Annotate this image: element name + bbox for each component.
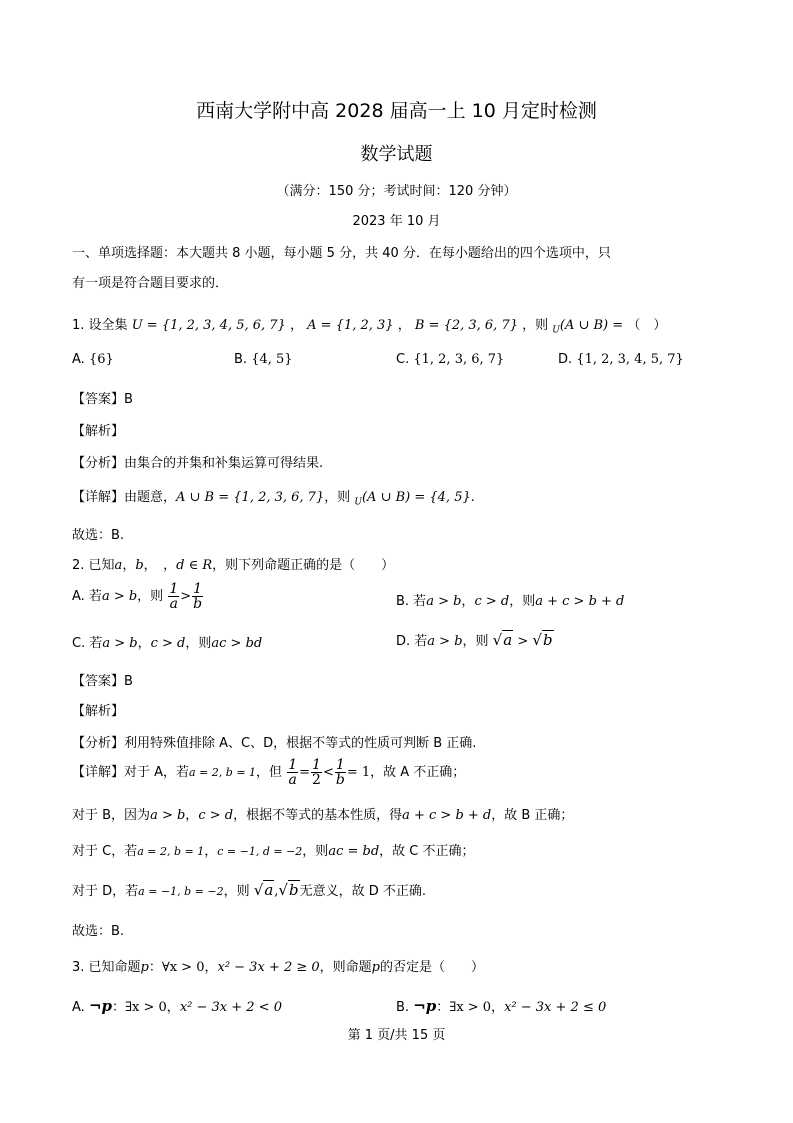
q1-complement-sub: U [552, 325, 560, 336]
option-then: ，则 [185, 636, 212, 651]
detail-post: ，故 A 不正确； [370, 765, 466, 780]
option-result: ac > bd [211, 636, 263, 651]
sqrt-b: √b [532, 631, 553, 649]
q3-var-p: p [371, 960, 380, 975]
page-number: 第 1 页/共 15 页 [347, 1028, 446, 1043]
q2-option-c [72, 632, 262, 651]
option-text: {1, 2, 3, 4, 5, 7} [576, 352, 684, 367]
option-then: ，则 [462, 634, 489, 649]
q2-option-a [72, 582, 204, 611]
option-cond: c > d [150, 636, 186, 651]
q2-post: ，则下列命题正确的是（ ） [212, 558, 395, 573]
q2-prefix: 2. 已知 [72, 558, 115, 573]
exam-meta: （满分：150 分；考试时间：120 分钟） [276, 184, 517, 199]
q2-detail-a [72, 758, 465, 787]
radicand: a [503, 631, 513, 649]
detail-comma: , [274, 884, 279, 899]
option-ineq: x² − 3x + 2 ≤ 0 [504, 1000, 607, 1015]
q1-then: ，则 [522, 318, 549, 333]
denominator: a [169, 596, 178, 612]
detail-cond: a > b [150, 808, 186, 823]
detail-post: 无意义，故 D 不正确. [299, 884, 427, 899]
denominator: b [335, 772, 345, 788]
section-heading-line1: 一、单项选择题：本大题共 8 小题，每小题 5 分，共 40 分．在每小题给出的四个选项中，只 [72, 246, 611, 261]
detail-values: a = 2, b = 1 [137, 845, 205, 858]
exam-subtitle: 数学试题 [360, 144, 433, 165]
q1-sep: ， [289, 318, 303, 333]
q2-choice: 故选：B. [72, 924, 125, 939]
q2-sep: ， [122, 558, 136, 573]
q3-option-b [396, 996, 606, 1015]
q1-paren: （ ） [627, 318, 667, 333]
detail-values: a = −1, b = −2 [138, 885, 224, 898]
detail-one: = 1 [346, 765, 371, 780]
q2-var-d: d ∈ R [176, 558, 213, 573]
option-label: B. [396, 1000, 410, 1015]
detail-cond: c > d [198, 808, 234, 823]
detail-values: a = 2, b = 1 [189, 766, 257, 779]
question-2-stem [72, 554, 394, 573]
q2-option-b [396, 590, 624, 609]
exam-date: 2023 年 10 月 [352, 214, 441, 229]
option-result: a + c > b + d [535, 594, 625, 609]
q3-option-a [72, 996, 282, 1015]
q3-var-p: p [140, 960, 149, 975]
option-cond: a > b [102, 636, 138, 651]
numerator: 1 [288, 757, 298, 773]
q1-set-a: A = {1, 2, 3} [307, 318, 394, 333]
operator: > [517, 634, 529, 649]
operator: < [322, 765, 334, 780]
option-text: ：∃x > 0， [436, 1000, 505, 1015]
detail-prefix: 【详解】对于 A，若 [72, 765, 190, 780]
fraction [168, 582, 179, 611]
numerator: 1 [335, 757, 345, 773]
option-text: ：∃x > 0， [112, 1000, 180, 1015]
q1-choice: 故选：B. [72, 528, 125, 543]
sqrt-a: √a [253, 881, 274, 899]
option-label: A. 若 [72, 589, 102, 604]
q2-var-b: b [135, 558, 144, 573]
negation-symbol: ¬p [88, 997, 112, 1015]
q1-option-a [72, 352, 114, 367]
radicand: b [542, 631, 553, 649]
detail-end: . [470, 490, 475, 505]
denominator: a [288, 772, 297, 788]
detail-prefix: 对于 B，因为 [72, 808, 151, 823]
option-label: A. [72, 1000, 85, 1015]
q3-prefix: 3. 已知命题 [72, 960, 141, 975]
detail-then: ，则 [302, 844, 329, 859]
option-label: B. 若 [396, 594, 427, 609]
detail-result: (A ∪ B) = {4, 5} [361, 490, 471, 505]
operator: = [299, 765, 311, 780]
q3-quant: ：∀x > 0， [148, 960, 218, 975]
denominator: 2 [312, 772, 321, 788]
q1-answer: 【答案】B [72, 392, 133, 407]
q1-fenxi: 【分析】由集合的并集和补集运算可得结果. [72, 456, 324, 471]
q1-set-u: U = {1, 2, 3, 4, 5, 6, 7} [131, 318, 286, 333]
q1-expr: (A ∪ B) = [559, 318, 624, 333]
q1-option-d [558, 352, 684, 367]
q2-sep: ， ， [143, 558, 177, 573]
detail-prefix: 对于 C，若 [72, 844, 138, 859]
q2-answer: 【答案】B [72, 674, 133, 689]
q1-detail [72, 486, 475, 508]
option-label: D. [558, 352, 573, 367]
section-heading-line2: 有一项是符合题目要求的． [72, 276, 229, 291]
option-label: D. 若 [396, 634, 428, 649]
q1-analysis-tag: 【解析】 [72, 424, 125, 439]
radicand: a [264, 881, 274, 899]
negation-symbol: ¬p [413, 997, 437, 1015]
fraction [192, 582, 203, 611]
sqrt-b: √b [278, 881, 299, 899]
question-3-stem [72, 956, 484, 975]
denominator: b [193, 596, 203, 612]
radicand: b [288, 881, 299, 899]
numerator: 1 [169, 581, 179, 597]
exam-title: 西南大学附中高 2028 届高一上 10 月定时检测 [196, 100, 597, 122]
option-text: {6} [88, 352, 114, 367]
detail-result: ac = bd [328, 844, 380, 859]
numerator: 1 [193, 581, 203, 597]
numerator: 1 [312, 757, 321, 773]
q3-post: ，则命题 [319, 960, 372, 975]
option-sep: ， [461, 594, 475, 609]
q3-ineq: x² − 3x + 2 ≥ 0 [217, 960, 320, 975]
fraction [335, 758, 346, 787]
q2-analysis-tag: 【解析】 [72, 704, 125, 719]
detail-prefix: 对于 D，若 [72, 884, 139, 899]
option-then: ，则 [509, 594, 536, 609]
q3-end: 的否定是（ ） [380, 960, 485, 975]
q2-detail-b [72, 804, 573, 823]
detail-complement-sub: U [354, 497, 362, 508]
option-cond: c > d [474, 594, 510, 609]
detail-then: ，则 [324, 490, 351, 505]
q1-set-b: B = {2, 3, 6, 7} [414, 318, 518, 333]
option-ineq: x² − 3x + 2 < 0 [179, 1000, 282, 1015]
option-label: B. [234, 352, 248, 367]
sqrt-a: √a [492, 631, 513, 649]
detail-sep: ， [204, 844, 218, 859]
option-label: C. [396, 352, 410, 367]
option-cond: a > b [101, 589, 138, 604]
detail-post: ，故 C 不正确； [379, 844, 475, 859]
detail-result: a + c > b + d [402, 808, 492, 823]
option-label: C. 若 [72, 636, 103, 651]
detail-union: A ∪ B = {1, 2, 3, 6, 7} [176, 490, 325, 505]
detail-then: ，则 [223, 884, 250, 899]
q2-detail-d [72, 880, 426, 899]
fraction [287, 758, 298, 787]
question-1-stem [72, 314, 666, 336]
option-sep: ， [137, 636, 151, 651]
q2-fenxi: 【分析】利用特殊值排除 A、C、D，根据不等式的性质可判断 B 正确. [72, 736, 477, 751]
option-label: A. [72, 352, 85, 367]
option-cond: a > b [427, 634, 463, 649]
fraction [311, 758, 322, 787]
q2-option-d [396, 630, 554, 649]
detail-prefix: 【详解】由题意， [72, 490, 177, 505]
q2-var-a: a [114, 558, 123, 573]
detail-mid: ，根据不等式的基本性质，得 [233, 808, 403, 823]
detail-but: ，但 [256, 765, 283, 780]
detail-sep: ， [185, 808, 199, 823]
option-text: {4, 5} [251, 352, 293, 367]
q1-option-c [396, 352, 504, 367]
q2-detail-c [72, 840, 475, 859]
option-then: ，则 [137, 589, 164, 604]
detail-values: c = −1, d = −2 [217, 845, 303, 858]
q1-sep: ， [397, 318, 411, 333]
option-text: {1, 2, 3, 6, 7} [413, 352, 505, 367]
q1-prefix: 1. 设全集 [72, 318, 128, 333]
option-cond: a > b [426, 594, 462, 609]
q1-option-b [234, 352, 293, 367]
detail-post: ，故 B 正确； [491, 808, 574, 823]
operator: > [180, 589, 192, 604]
